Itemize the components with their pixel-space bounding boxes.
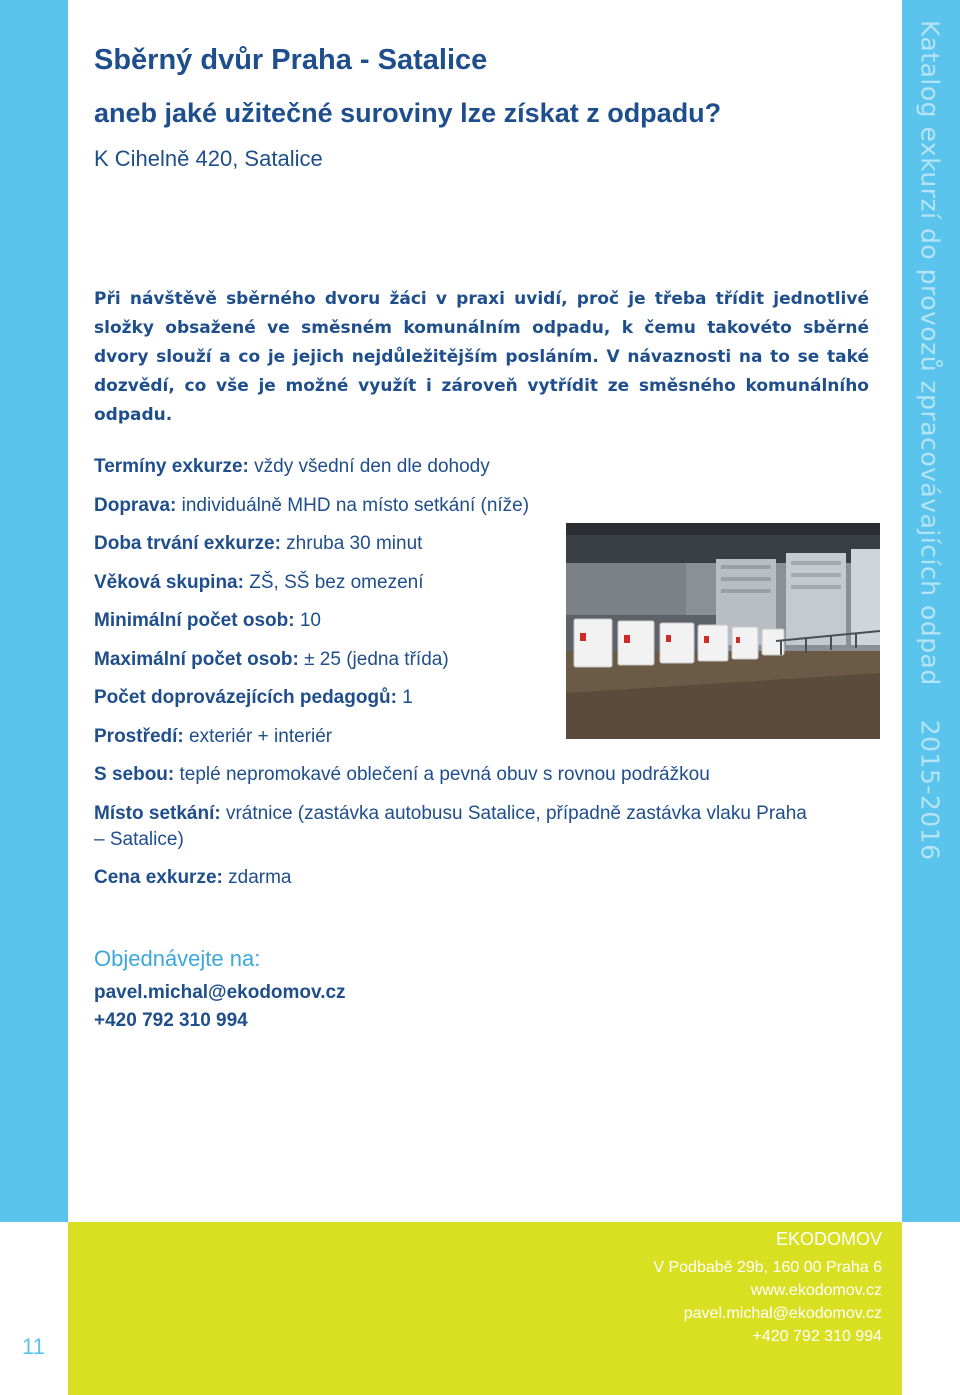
footer-right-block xyxy=(902,1222,960,1395)
intro-paragraph: Při návštěvě sběrného dvoru žáci v praxi uvidí, proč je třeba třídit jednotlivé složky obsažené ve směsném komunálním odpadu, k čemu takovéto sběrné dvory slouží a co je jejich nejdůležitějším posláním. V návaznosti na to se také dozvědí, co vše je možné využít i zároveň vytřídit ze směsného komunálního odpadu. xyxy=(94,289,869,425)
order-email-link[interactable]: pavel.michal@ekodomov.cz xyxy=(94,982,346,1003)
detail-min-people: Minimální počet osob: 10 xyxy=(94,610,321,631)
detail-dates: Termíny exkurze: vždy všední den dle dohody xyxy=(94,456,490,477)
catalog-title: Katalog exkurzí do provozů zpracovávajících odpad xyxy=(915,20,945,686)
order-heading: Objednávejte na: xyxy=(94,946,261,971)
footer-web-link[interactable]: www.ekodomov.cz xyxy=(750,1282,882,1299)
detail-duration: Doba trvání exkurze: zhruba 30 minut xyxy=(94,533,423,554)
detail-meeting-point: Místo setkání: vrátnice (zastávka autobusu Satalice, případně zastávka vlaku Praha – Satalice) xyxy=(94,802,807,850)
collection-yard-photo xyxy=(566,523,880,739)
detail-teachers: Počet doprovázejících pedagogů: 1 xyxy=(94,687,413,708)
footer-address: V Podbabě 29b, 160 00 Praha 6 xyxy=(653,1259,882,1276)
catalog-year: 2015-2016 xyxy=(915,719,945,861)
location-address: K Cihelně 420, Satalice xyxy=(94,146,323,171)
detail-max-people: Maximální počet osob: ± 25 (jedna třída) xyxy=(94,648,449,670)
detail-transport: Doprava: individuálně MHD na místo setkání (níže) xyxy=(94,494,530,516)
footer-left-block xyxy=(0,1222,68,1395)
footer-email-link[interactable]: pavel.michal@ekodomov.cz xyxy=(683,1305,882,1322)
detail-age-group: Věková skupina: ZŠ, SŠ bez omezení xyxy=(94,571,424,593)
page-number: 11 xyxy=(22,1334,45,1359)
order-phone: +420 792 310 994 xyxy=(94,1010,248,1031)
footer-org-name: EKODOMOV xyxy=(775,1229,882,1249)
page-title: Sběrný dvůr Praha - Satalice xyxy=(94,44,488,76)
detail-environment: Prostředí: exteriér + interiér xyxy=(94,725,333,747)
footer-phone: +420 792 310 994 xyxy=(752,1328,882,1345)
footer-contact xyxy=(653,1228,882,1348)
detail-bring: S sebou: teplé nepromokavé oblečení a pevná obuv s rovnou podrážkou xyxy=(94,764,710,785)
page-subtitle: aneb jaké užitečné suroviny lze získat z odpadu? xyxy=(94,98,722,128)
detail-price: Cena exkurze: zdarma xyxy=(94,867,292,888)
side-banner-text xyxy=(916,20,945,861)
